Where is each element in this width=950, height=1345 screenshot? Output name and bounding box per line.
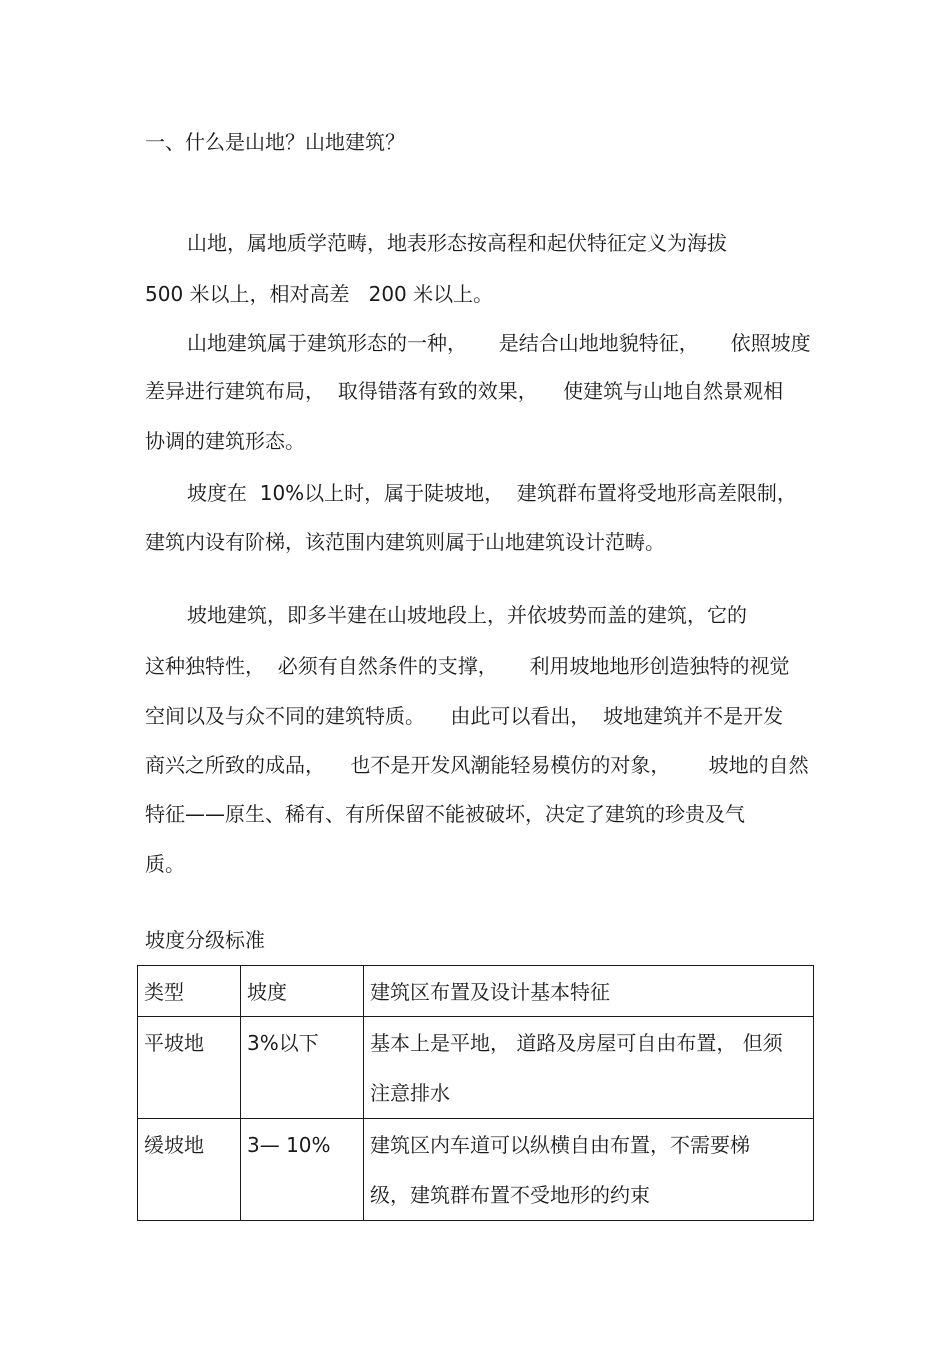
paragraph-line: 建筑内设有阶梯，该范围内建筑则属于山地建筑设计范畴。 — [145, 530, 665, 554]
cell-features-line: 级，建筑群布置不受地形的约束 — [370, 1183, 650, 1207]
cell-type: 缓坡地 — [138, 1119, 241, 1221]
paragraph-line: 坡地建筑，即多半建在山坡地段上，并依坡势而盖的建筑，它的 — [187, 603, 747, 627]
header-cell-type: 类型 — [138, 966, 241, 1017]
cell-features-line: 建筑区内车道可以纵横自由布置，不需要梯 — [370, 1133, 750, 1157]
header-cell-slope: 坡度 — [241, 966, 364, 1017]
paragraph-line: 差异进行建筑布局， 取得错落有致的效果， 使建筑与山地自然景观相 — [145, 379, 784, 403]
table-caption: 坡度分级标准 — [145, 928, 265, 952]
cell-features-line: 注意排水 — [370, 1081, 450, 1105]
cell-type: 平坡地 — [138, 1017, 241, 1119]
paragraph-line: 山地，属地质学范畴，地表形态按高程和起伏特征定义为海拔 — [187, 231, 727, 255]
cell-features — [364, 1119, 814, 1221]
paragraph-line: 特征——原生、稀有、有所保留不能被破坏，决定了建筑的珍贵及气 — [145, 802, 745, 826]
paragraph-line: 协调的建筑形态。 — [145, 429, 305, 453]
cell-features-line: 基本上是平地， 道路及房屋可自由布置， 但须 — [370, 1031, 783, 1055]
paragraph-line: 空间以及与众不同的建筑特质。 由此可以看出， 坡地建筑并不是开发 — [145, 704, 784, 728]
cell-slope: 3— 10% — [241, 1119, 364, 1221]
paragraph-line: 坡度在 10%以上时，属于陡坡地， 建筑群布置将受地形高差限制， — [187, 481, 797, 505]
table-row — [138, 1017, 814, 1119]
paragraph-line: 山地建筑属于建筑形态的一种， 是结合山地地貌特征， 依照坡度 — [187, 331, 811, 355]
cell-features — [364, 1017, 814, 1119]
paragraph-line: 500 米以上，相对高差 200 米以上。 — [145, 282, 494, 306]
cell-slope: 3%以下 — [241, 1017, 364, 1119]
slope-grade-table — [137, 965, 814, 1221]
header-cell-features: 建筑区布置及设计基本特征 — [364, 966, 814, 1017]
section-heading: 一、什么是山地？山地建筑？ — [145, 130, 405, 154]
paragraph-line: 这种独特性， 必须有自然条件的支撑， 利用坡地地形创造独特的视觉 — [145, 654, 790, 678]
table-row — [138, 1119, 814, 1221]
table-header-row — [138, 966, 814, 1017]
paragraph-line: 质。 — [145, 852, 185, 876]
paragraph-line: 商兴之所致的成品， 也不是开发风潮能轻易模仿的对象， 坡地的自然 — [145, 753, 809, 777]
